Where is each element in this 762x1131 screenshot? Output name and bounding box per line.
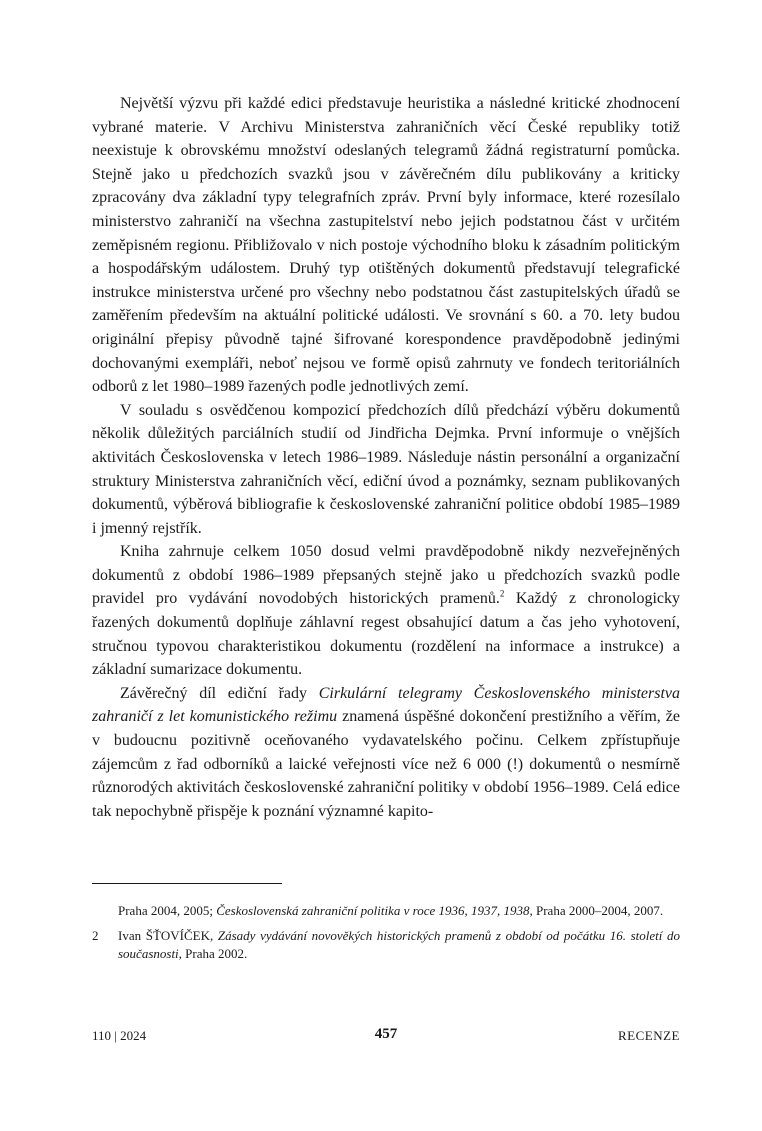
paragraph-4	[92, 682, 680, 824]
footnote-ref-2[interactable]: 2	[499, 589, 505, 600]
paragraph-3	[92, 540, 680, 682]
page-number: 457	[374, 1026, 398, 1042]
footnote-2-author: Ivan ŠŤOVÍČEK,	[118, 928, 218, 943]
footnote-1-text	[118, 902, 680, 920]
section-label: RECENZE	[618, 1028, 680, 1043]
footnote-1-number-placeholder	[92, 902, 118, 920]
footnote-1-part-a: Praha 2004, 2005;	[118, 903, 217, 918]
page-footer	[92, 1026, 680, 1046]
footnotes	[92, 902, 680, 970]
article-body	[92, 92, 680, 823]
paragraph-4-text: znamená úspěšné dokončení prestižního a věřím, že v budoucnu pozitivně oceňovaného vydavatelského počinu. Celkem zpřístupňuje zájemcům z řad odborníků a laické veřejnosti více než 6 000 (!) dokumentů o nesmírně různorodých aktivitách československé zahraniční politiky v období 1956–1989. Celá edice tak nepochybně přispěje k poznání významné kapito-	[92, 708, 680, 820]
footnote-divider	[92, 883, 282, 884]
footnote-1-continuation	[92, 902, 680, 920]
paragraph-1: Největší výzvu při každé edici představuje heuristika a následné kritické zhodnocení vybrané materie. V Archivu Ministerstva zahraničních věcí České republiky totiž neexistuje k obrovskému množství odeslaných telegramů žádná registraturní pomůcka. Stejně jako u předchozích svazků jsou v závěrečném dílu publikovány a kriticky zpracovány dva základní typy telegrafních zpráv. První byly informace, které rozesílalo ministerstvo zahraničí na všechna zastupitelství nebo jejich podstatnou část v určitém zeměpisném regionu. Přibližovalo v nich postoje východního bloku k zásadním politickým a hospodářským událostem. Druhý typ otištěných dokumentů představují telegrafické instrukce ministerstva určené pro všechny nebo podstatnou část zastupitelských úřadů se zaměřením především na aktuální politické události. Ve srovnání s 60. a 70. lety budou originální přepisy původně tajné šifrované korespondence pravděpodobně jedinými dochovanými exempláři, neboť nejsou ve formě opisů zahrnuty ve fondech teritoriálních odborů z let 1980–1989 řazených podle jednotlivých zemí.	[92, 95, 680, 396]
footnote-2-text	[118, 927, 680, 963]
footnote-2-number: 2	[92, 928, 99, 943]
footnote-1-part-b: , Praha 2000–2004, 2007.	[529, 903, 664, 918]
issue-label: 110 | 2024	[92, 1028, 147, 1043]
footnote-2	[92, 927, 680, 963]
series-title: Cirkulární telegramy Československého ministerstva zahraničí z let komunistického režimu	[92, 684, 681, 726]
paragraph-2: V souladu s osvědčenou kompozicí předchozích dílů předchází výběru dokumentů několik důležitých parciálních studií od Jindřicha Dejmka. První informuje o vnějších aktivitách Československa v letech 1986–1989. Následuje nástin personální a organizační struktury Ministerstva zahraničních věcí, ediční úvod a poznámky, seznam publikovaných dokumentů, výběrová bibliografie k československé zahraniční politice období 1985–1989 i jmenný rejstřík.	[92, 401, 680, 537]
paragraph-3-continuation: Každý z chronologicky řazených dokumentů doplňuje záhlavní regest obsahující datum a čas jeho vyhotovení, stručnou typovou charakteristikou dokumentu (rozdělení na informace a instrukce) a základní sumarizace dokumentu.	[92, 590, 681, 679]
footnote-2-place-year: , Praha 2002.	[178, 946, 248, 961]
footnote-1-title: Československá zahraniční politika v roce 1936, 1937, 1938	[216, 903, 530, 918]
paragraph-3-text: Kniha zahrnuje celkem 1050 dosud velmi pravděpodobně nikdy nezveřejněných dokumentů z období 1986–1989 přepsaných stejně jako u předchozích svazků podle pravidel pro vydávání novodobých historických pramenů.	[92, 543, 680, 608]
footnote-2-title: Zásady vydávání novověkých historických pramenů z období od počátku 16. století do současnosti	[118, 928, 680, 961]
paragraph-4-intro: Závěrečný díl ediční řady	[120, 684, 319, 702]
